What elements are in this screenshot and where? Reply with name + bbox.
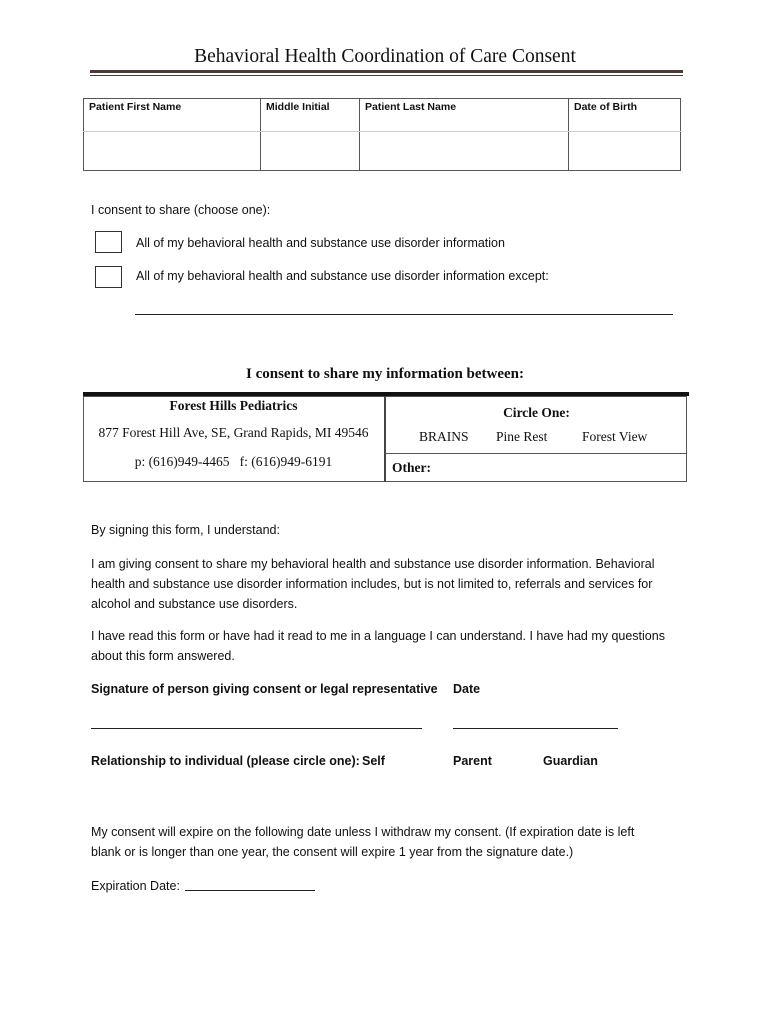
other-label: Other:	[392, 460, 431, 475]
expiration-line-2: blank or is longer than one year, the consent will expire 1 year from the signature date.)	[91, 845, 574, 859]
paragraph-1-line-2: health and substance use disorder information includes, but is not limited to, referrals and services for	[91, 577, 653, 591]
expiration-statement	[91, 822, 634, 862]
last-name-field[interactable]	[360, 132, 569, 171]
signature-date-line[interactable]	[453, 728, 618, 729]
provider-name: Forest Hills Pediatrics	[169, 398, 298, 413]
title-rule-thick	[90, 70, 683, 73]
form-title: Behavioral Health Coordination of Care Consent	[194, 46, 576, 67]
share-box-divider-horizontal	[385, 453, 687, 454]
header-first-name: Patient First Name	[84, 99, 261, 132]
checkbox-share-all[interactable]	[95, 231, 122, 253]
first-name-field[interactable]	[84, 132, 261, 171]
paragraph-2-line-2: about this form answered.	[91, 649, 235, 663]
signature-line[interactable]	[91, 728, 422, 729]
relationship-parent[interactable]: Parent	[453, 754, 492, 768]
paragraph-1-line-1: I am giving consent to share my behavioral health and substance use disorder information. Behavioral	[91, 557, 655, 571]
header-middle-initial: Middle Initial	[261, 99, 360, 132]
paragraph-1-line-3: alcohol and substance use disorders.	[91, 597, 298, 611]
checkbox-share-except[interactable]	[95, 266, 122, 288]
option-share-all-label: All of my behavioral health and substance use disorder information	[136, 236, 505, 250]
understanding-paragraph-2	[91, 626, 665, 666]
understanding-intro: By signing this form, I understand:	[91, 523, 280, 537]
relationship-self[interactable]: Self	[362, 754, 385, 768]
middle-initial-field[interactable]	[261, 132, 360, 171]
option-pine-rest[interactable]: Pine Rest	[496, 429, 548, 444]
understanding-paragraph-1	[91, 554, 655, 614]
relationship-label: Relationship to individual (please circle one):	[91, 754, 360, 768]
title-rule-thin	[90, 75, 683, 76]
relationship-guardian[interactable]: Guardian	[543, 754, 598, 768]
header-last-name: Patient Last Name	[360, 99, 569, 132]
signature-label: Signature of person giving consent or legal representative	[91, 682, 438, 696]
date-label: Date	[453, 682, 481, 696]
circle-one-label: Circle One:	[503, 405, 570, 420]
option-forest-view[interactable]: Forest View	[582, 429, 648, 444]
option-share-except-label: All of my behavioral health and substance use disorder information except:	[136, 269, 549, 283]
option-brains[interactable]: BRAINS	[419, 429, 469, 444]
except-details-line[interactable]	[135, 314, 673, 315]
share-between-heading: I consent to share my information between:	[245, 366, 525, 382]
patient-info-table	[83, 98, 681, 171]
consent-prompt: I consent to share (choose one):	[91, 203, 271, 217]
expiration-date-line[interactable]	[185, 890, 315, 891]
header-date-of-birth: Date of Birth	[569, 99, 681, 132]
provider-address: 877 Forest Hill Ave, SE, Grand Rapids, MI 49546	[98, 425, 369, 440]
date-of-birth-field[interactable]	[569, 132, 681, 171]
expiration-line-1: My consent will expire on the following date unless I withdraw my consent. (If expiration date is left	[91, 825, 635, 839]
paragraph-2-line-1: I have read this form or have had it read to me in a language I can understand. I have had my questions	[91, 629, 665, 643]
expiration-date-label: Expiration Date:	[91, 879, 180, 893]
provider-phone-fax: p: (616)949-4465 f: (616)949-6191	[134, 454, 333, 469]
